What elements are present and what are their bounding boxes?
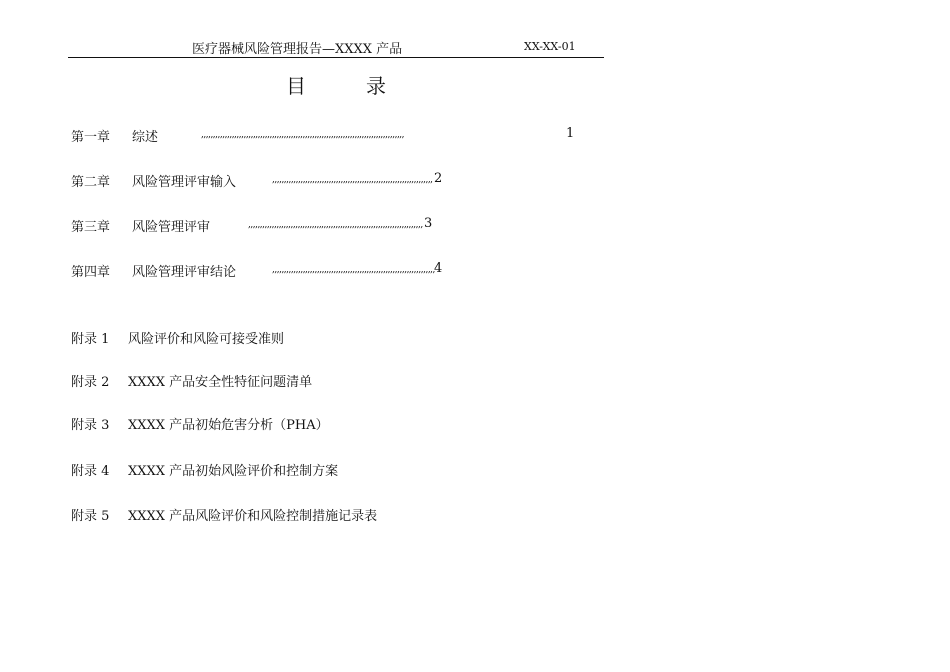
chapter-number: 第一章 bbox=[71, 130, 111, 145]
appendix-title: 风险评价和风险可接受准则 bbox=[128, 332, 285, 347]
toc-heading-right: 录 bbox=[366, 74, 386, 98]
page-number: 3 bbox=[424, 216, 433, 231]
appendix-number: 附录 3 bbox=[71, 418, 110, 433]
toc-heading bbox=[286, 70, 386, 99]
dot-leader: ,,,,,,,,,,,,,,,,,,,,,,,,,,,,,,,,,,,,,,,,,,,,,,,,,,,,,,,,,,,,,,,,,,,,,,,,,, bbox=[248, 220, 423, 230]
chapter-number: 第二章 bbox=[71, 175, 111, 190]
appendix-number: 附录 1 bbox=[71, 332, 110, 347]
appendix-title: XXXX 产品初始风险评价和控制方案 bbox=[128, 464, 339, 479]
chapter-title: 风险管理评审 bbox=[132, 220, 211, 235]
dot-leader: ,,,,,,,,,,,,,,,,,,,,,,,,,,,,,,,,,,,,,,,,,,,,,,,,,,,,,,,,,,,,,,,,,,,,, bbox=[272, 265, 435, 275]
page-number: 2 bbox=[434, 171, 443, 186]
page-number: 1 bbox=[566, 126, 575, 141]
page-number: 4 bbox=[434, 261, 443, 276]
appendix-number: 附录 5 bbox=[71, 509, 110, 524]
chapter-number: 第四章 bbox=[71, 265, 111, 280]
appendix-number: 附录 4 bbox=[71, 464, 110, 479]
appendix-title: XXXX 产品安全性特征问题清单 bbox=[128, 375, 313, 390]
header-divider bbox=[68, 57, 604, 58]
chapter-title: 综述 bbox=[132, 130, 159, 145]
chapter-title: 风险管理评审输入 bbox=[132, 175, 237, 190]
dot-leader: ,,,,,,,,,,,,,,,,,,,,,,,,,,,,,,,,,,,,,,,,,,,,,,,,,,,,,,,,,,,,,,,,,,,, bbox=[272, 175, 433, 185]
toc-heading-left: 目 bbox=[286, 74, 306, 98]
running-header-title: 医疗器械风险管理报告—XXXX 产品 bbox=[192, 42, 403, 57]
dot-leader: ,,,,,,,,,,,,,,,,,,,,,,,,,,,,,,,,,,,,,,,,,,,,,,,,,,,,,,,,,,,,,,,,,,,,,,,,,,,,,,,,,,,,,, bbox=[201, 130, 405, 140]
appendix-number: 附录 2 bbox=[71, 375, 110, 390]
appendix-title: XXXX 产品风险评价和风险控制措施记录表 bbox=[128, 509, 378, 524]
chapter-number: 第三章 bbox=[71, 220, 111, 235]
appendix-title: XXXX 产品初始危害分析（PHA） bbox=[128, 418, 329, 433]
document-code: XX-XX-01 bbox=[524, 40, 576, 53]
chapter-title: 风险管理评审结论 bbox=[132, 265, 237, 280]
